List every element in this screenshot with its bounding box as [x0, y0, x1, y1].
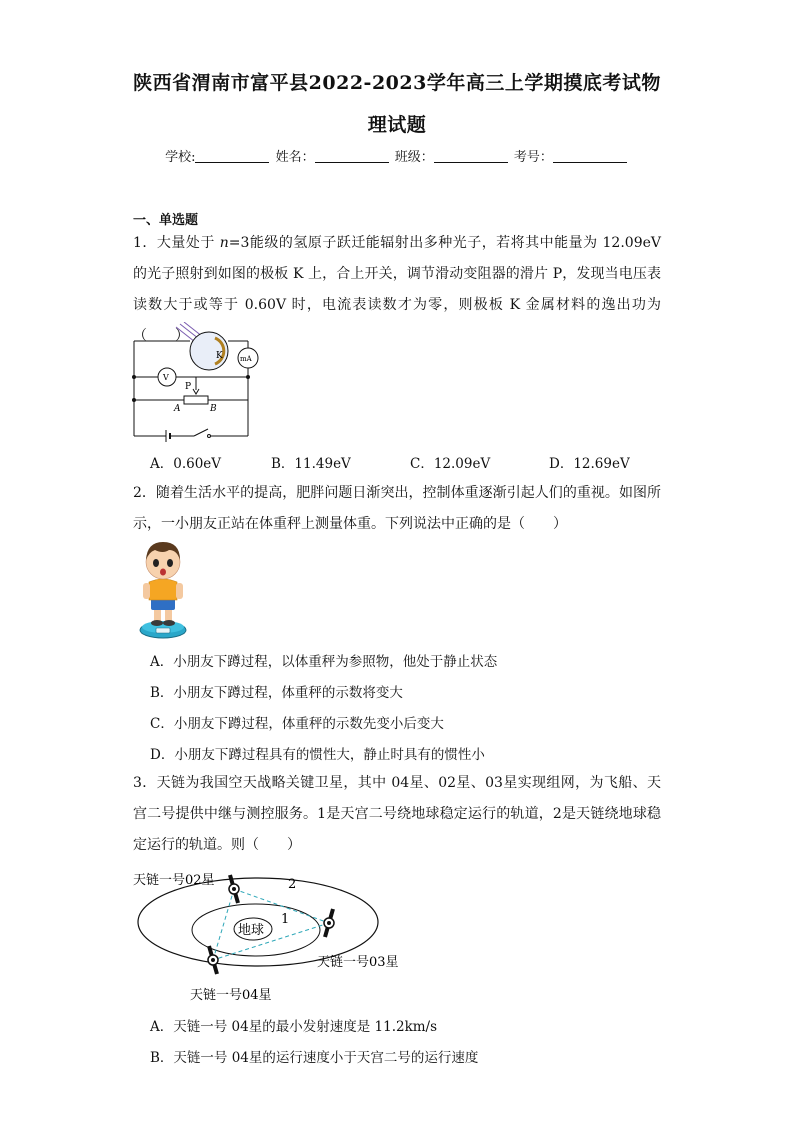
fig1-label-b: B [210, 404, 217, 414]
satellite-03-icon [324, 909, 334, 937]
fig1-label-v: V [163, 373, 169, 382]
q3-option-b[interactable]: B．天链一号 04星的运行速度小于天宫二号的运行速度 [150, 1050, 479, 1066]
fig1-label-p: P [185, 382, 192, 392]
page-title: 陕西省渭南市富平县2022-2023学年高三上学期摸底考试物 [133, 72, 661, 94]
fig1-label-ma: mA [240, 355, 252, 363]
exam-number-blank [553, 149, 627, 163]
q1-option-d[interactable]: D．12.69eV [549, 456, 630, 472]
exam-number-label: 考号： [513, 150, 553, 165]
question-2-text: 2．随着生活水平的提高，肥胖问题日渐突出，控制体重逐渐引起人们的重视。如图所示，一小朋友正站在体重秤上测量体重。下列说法中正确的是（ ） [133, 485, 661, 532]
q2-option-b[interactable]: B．小朋友下蹲过程，体重秤的示数将变大 [150, 685, 403, 701]
q1-option-b[interactable]: B．11.49eV [271, 456, 351, 472]
name-label: 姓名： [275, 150, 315, 165]
student-info [0, 146, 794, 165]
q2-option-a[interactable]: A．小朋友下蹲过程，以体重秤为参照物，他处于静止状态 [150, 654, 498, 670]
q1-text-part1: 1．大量处于 [133, 235, 220, 251]
fig3-label-earth: 地球 [238, 923, 265, 938]
question-3-text: 3．天链为我国空天战略关键卫星，其中 04星、02星、03星实现组网，为飞船、天宫二号提供中继与测控服务。1是天宫二号绕地球稳定运行的轨道，2是天链绕地球稳定运行的轨道。则（ ） [133, 775, 661, 853]
section-heading: 一、单选题 [133, 213, 199, 228]
q1-variable-n: n [219, 235, 229, 251]
fig3-label-orbit1: 1 [281, 912, 290, 927]
fig1-label-k: K [216, 351, 223, 361]
q2-option-d[interactable]: D．小朋友下蹲过程具有的惯性大，静止时具有的惯性小 [150, 747, 485, 763]
fig3-label-sat03: 天链一号03星 [317, 955, 399, 970]
q3-option-a[interactable]: A．天链一号 04星的最小发射速度是 11.2km/s [150, 1019, 438, 1035]
q1-option-c[interactable]: C．12.09eV [410, 456, 491, 472]
q1-option-a[interactable]: A．0.60eV [150, 456, 222, 472]
fig3-label-sat02: 天链一号02星 [133, 873, 215, 888]
name-blank [315, 149, 389, 163]
q1-text-part2: =3能级的氢原子跃迁能辐射出多种光子，若将其中能量为 12.09eV 的光子照射到如图的极板 K 上，合上开关，调节滑动变阻器的滑片 P，发现当电压表读数大于或等于 0.60V 时，电流表读数才为零，则极板 K 金属材料的逸出功为（ ） [133, 235, 662, 344]
fig3-label-orbit2: 2 [288, 877, 297, 892]
satellite-orbit-diagram [133, 868, 423, 1008]
photoelectric-circuit-diagram [128, 322, 268, 442]
class-label: 班级： [394, 150, 434, 165]
class-blank [434, 149, 508, 163]
child-on-scale-illustration [133, 536, 193, 640]
page-title-line2: 理试题 [367, 114, 427, 136]
q2-option-c[interactable]: C．小朋友下蹲过程，体重秤的示数先变小后变大 [150, 716, 444, 732]
school-blank [195, 149, 269, 163]
fig1-label-a: A [174, 404, 181, 414]
school-label: 学校: [165, 150, 196, 165]
fig3-label-sat04: 天链一号04星 [190, 988, 272, 1003]
